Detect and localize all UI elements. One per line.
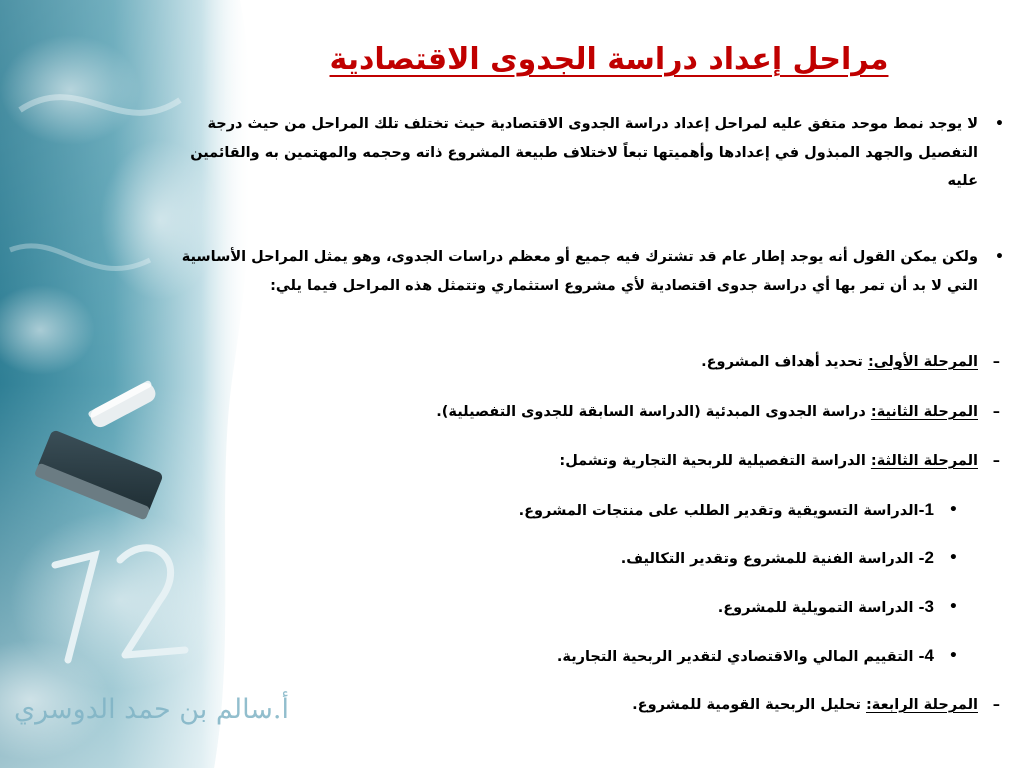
dash-icon: –	[992, 354, 1000, 370]
sub-item-1	[518, 498, 958, 523]
stage-label: المرحلة الثانية:	[870, 404, 978, 420]
bullet-icon: •	[948, 502, 958, 518]
stage-text: تحليل الربحية القومية للمشروع.	[632, 697, 866, 713]
stage-text: تحديد أهداف المشروع.	[701, 354, 868, 370]
stage-two	[436, 400, 1000, 424]
bullet-icon: •	[995, 116, 1004, 132]
sub-item-text: - التقييم المالي والاقتصادي لتقدير الربحية التجارية.	[556, 649, 925, 665]
stage-three	[559, 449, 1000, 473]
sub-item-number: 1	[924, 500, 934, 519]
sub-item-3	[717, 595, 958, 620]
stage-text: دراسة الجدوى المبدئية (الدراسة السابقة للجدوى التفصيلية).	[436, 404, 871, 420]
framework-paragraph-text: ولكن يمكن القول أنه يوجد إطار عام قد تشترك فيه جميع أو معظم دراسات الجدوى، وهو يمثل المراحل الأساسية التي لا بد أن تمر بها أي دراسة جدوى اقتصادية لأي مشروع استثماري وتتمثل هذه المراحل فيما يلي:	[181, 249, 978, 294]
sub-item-number: 4	[924, 646, 934, 665]
stage-label: المرحلة الثالثة:	[870, 453, 978, 469]
bullet-icon: •	[948, 599, 958, 615]
sub-item-2	[620, 546, 958, 571]
slide-title: مراحل إعداد دراسة الجدوى الاقتصادية	[329, 42, 889, 77]
sub-item-number: 2	[924, 548, 934, 567]
dash-icon: –	[992, 697, 1000, 713]
sub-item-text: - الدراسة التمويلية للمشروع.	[717, 600, 925, 616]
bullet-icon: •	[948, 648, 958, 664]
sub-item-4	[556, 644, 958, 669]
stage-label: المرحلة الرابعة:	[866, 697, 978, 713]
sub-item-text: -الدراسة التسويقية وتقدير الطلب على منتجات المشروع.	[518, 503, 925, 519]
bullet-icon: •	[995, 249, 1004, 265]
stage-label: المرحلة الأولى:	[867, 354, 978, 370]
stage-four	[632, 693, 1000, 717]
intro-paragraph	[158, 110, 1004, 196]
framework-paragraph	[158, 243, 1004, 300]
intro-paragraph-text: لا يوجد نمط موحد متفق عليه لمراحل إعداد دراسة الجدوى الاقتصادية حيث تختلف تلك المراحل من حيث درجة التفصيل والجهد المبذول في إعدادها وأهميتها تبعاً لاختلاف طبيعة المشروع ذاته وحجمه والمهتمين به والقائمين عليه	[190, 116, 978, 189]
sub-item-number: 3	[924, 597, 934, 616]
dash-icon: –	[992, 453, 1000, 469]
stage-one	[701, 350, 1000, 374]
bullet-icon: •	[948, 550, 958, 566]
author-signature: أ.سالم بن حمد الدوسري	[14, 694, 290, 725]
sub-item-text: - الدراسة الفنية للمشروع وتقدير التكاليف.	[620, 551, 925, 567]
stage-text: الدراسة التفصيلية للربحية التجارية وتشمل:	[559, 453, 871, 469]
dash-icon: –	[992, 404, 1000, 420]
